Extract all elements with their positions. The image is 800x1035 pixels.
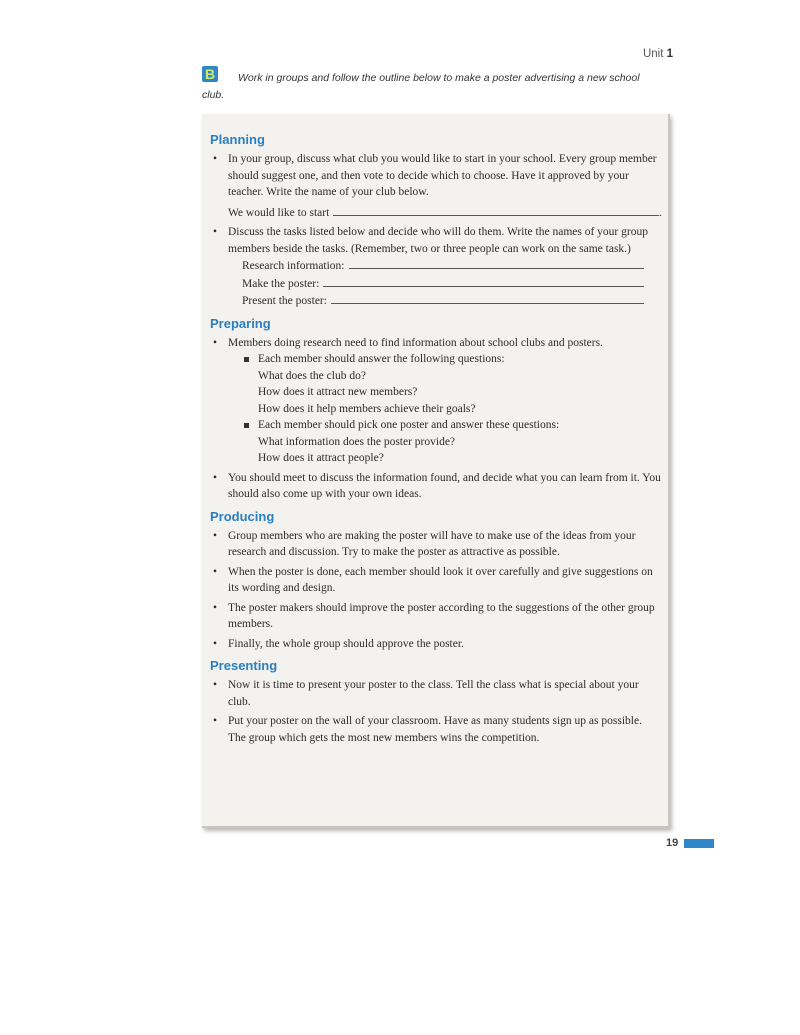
club-name-blank[interactable] [333,204,659,216]
section-title-planning: Planning [210,132,265,147]
unit-label: Unit 1 [642,48,673,60]
section-title-presenting: Presenting [210,658,278,673]
task-make-poster: Make the poster: [242,275,644,293]
club-name-fill: We would like to start . [228,204,662,222]
page-number-bar [684,839,714,848]
section-badge: B [202,66,218,82]
sub-list-item: Each member should pick one poster and answer these questions: What information does the poster provide? How does it attract people? [258,417,662,467]
producing-section [210,509,662,653]
task-research: Research information: [242,257,644,275]
list-item: • The poster makers should improve the poster according to the suggestions of the other group members. [210,600,662,633]
page-number: 19 [666,837,679,849]
outline-card [202,114,670,828]
section-title-producing: Producing [210,508,275,524]
unit-number: 1 [666,48,673,60]
sub-list-item: Each member should answer the following questions: What does the club do? How does it attract new members? How does it help members achieve their goals? [258,351,662,417]
list-item: • When the poster is done, each member should look it over carefully and give suggestions on its wording and design. [210,564,662,597]
list-item: • You should meet to discuss the information found, and decide what you can learn from it. You should also come up with your own ideas. [210,470,662,503]
section-title-preparing: Preparing [210,315,271,331]
presenting-section [210,658,662,746]
list-item: • Now it is time to present your poster to the class. Tell the class what is special about your club. [210,677,662,710]
task-present-poster-blank[interactable] [331,292,644,304]
task-make-poster-blank[interactable] [323,275,644,287]
list-item: • In your group, discuss what club you would like to start in your school. Every group member should suggest one, and then vote to decide which to choose. Have it approved by your teacher. Write the name of your club below. We would like to start . [210,151,662,221]
list-item: • Finally, the whole group should approve the poster. [210,636,662,653]
list-item: • Discuss the tasks listed below and decide who will do them. Write the names of your group members beside the tasks. (Remember, two or three people can work on the same task.) Research information: Make the poster: Present the poster: [210,224,662,310]
task-research-blank[interactable] [349,257,644,269]
task-instruction: Work in groups and follow the outline below to make a poster advertising a new school club. [202,72,640,101]
task-present-poster: Present the poster: [242,292,644,310]
list-item: • Put your poster on the wall of your classroom. Have as many students sign up as possible. The group which gets the most new members wins the competition. [210,713,662,746]
list-item: • Members doing research need to find information about school clubs and posters. Each member should answer the following questions: What does the club do? How does it attract new members? How does it help members achieve their goals? Each member should pick one poster and answer these questions: What information does the poster provide? How does it attract people? [210,335,662,467]
list-item: • Group members who are making the poster will have to make use of the ideas from your research and discussion. Try to make the poster as attractive as possible. [210,528,662,561]
planning-section [210,132,662,310]
preparing-section [210,316,662,503]
